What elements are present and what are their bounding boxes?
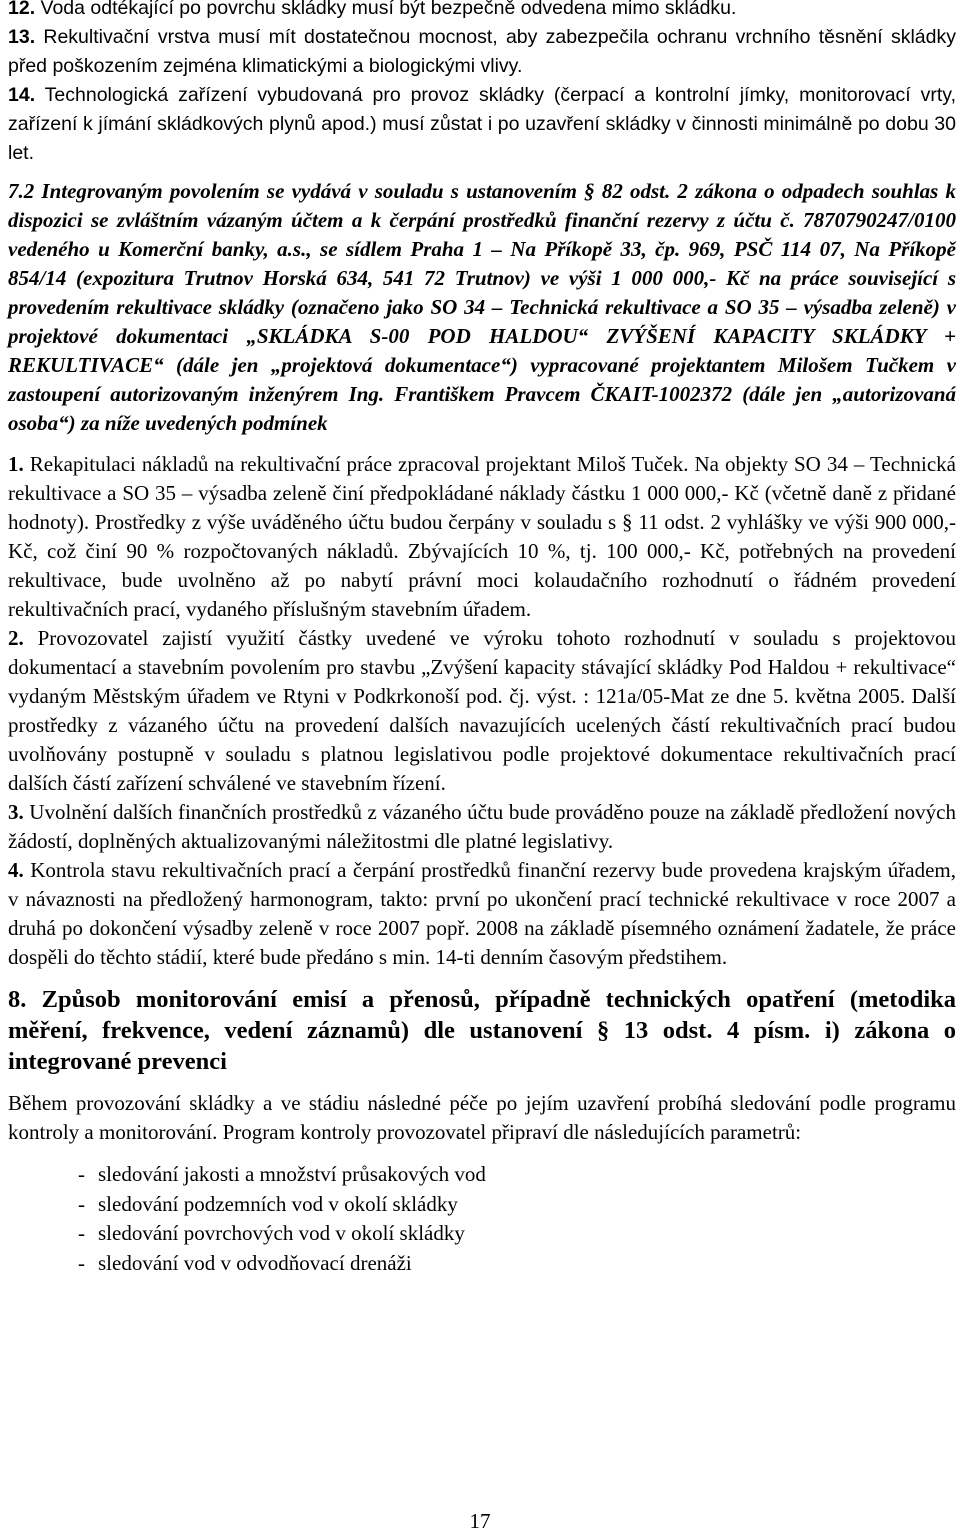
top-items — [8, 0, 956, 168]
list-item: - sledování jakosti a množství průsakových vod — [78, 1162, 486, 1186]
condition-4: 4. Kontrola stavu rekultivačních prací a čerpání prostředků finanční rezervy bude provedena krajským úřadem, v návaznosti na předložený harmonogram, takto: první po ukončení prací technické rekultivace v roce 2007 a druhá po dokončení výsadby zeleně v roce 2007 popř. 2008 na základě písemného oznámení žadatele, že práce dospěli do těchto stádií, které bude předáno s min. 14-ti denním časovým předstihem. — [8, 858, 956, 969]
item-14: 14. Technologická zařízení vybudovaná pro provoz skládky (čerpací a kontrolní jímky, monitorovací vrty, zařízení k jímání skládkových plynů apod.) musí zůstat i po uzavření skládky v činnosti minimálně po dobu 30 let. — [8, 84, 956, 164]
condition-2: 2. Provozovatel zajistí využití částky uvedené ve výroku tohoto rozhodnutí v souladu s projektovou dokumentací a stavebním povolením pro stavbu „Zvýšení kapacity stávající skládky Pod Haldou + rekultivace“ vydaným Městským úřadem ve Rtyni v Podkrkonoší pod. čj. výst. : 121a/05-Mat ze dne 5. května 2005. Další prostředky z vázaného účtu na provedení dalších navazujících ucelených částí rekultivačních prací budou uvolňovány postupně v souladu s platnou legislativou podle projektové dokumentace rekultivačních prací dalších částí zařízení schválené ve stavebním řízení. — [8, 626, 956, 795]
list-item: - sledování vod v odvodňovací drenáži — [78, 1250, 412, 1275]
condition-1: 1. Rekapitulaci nákladů na rekultivační práce zpracoval projektant Miloš Tuček. Na objekty SO 34 – Technická rekultivace a SO 35 – výsadba zeleně činí předpokládané náklady částku 1 000 000,- Kč (včetně daně z přidané hodnoty). Prostředky z výše uváděného účtu budou čerpány v souladu s § 11 odst. 2 vyhlášky ve výši 900 000,- Kč, což činí 90 % rozpočtovaných nákladů. Zbývajících 10 %, tj. 100 000,- Kč, potřebných na provedení rekultivace, bude uvolněno až po nabytí právní moci kolaudačního rozhodnutí o řádném provedení rekultivačních prací, vydaného příslušným stavebním úřadem. — [8, 452, 956, 621]
monitoring-list — [8, 1160, 956, 1278]
list-item: - sledování povrchových vod v okolí skládky — [78, 1221, 465, 1245]
section-8-heading: 8. Způsob monitorování emisí a přenosů, případně technických opatření (metodika měření, frekvence, vedení záznamů) dle ustanovení § 13 odst. 4 písm. i) zákona o integrované prevenci — [8, 986, 956, 1075]
item-12: 12. Voda odtékající po povrchu skládky musí být bezpečně odvedena mimo skládku. — [8, 0, 737, 19]
item-13: 13. Rekultivační vrstva musí mít dostatečnou mocnost, aby zabezpečila ochranu vrchního těsnění skládky před poškozením zejména klimatickými a biologickými vlivy. — [8, 26, 956, 77]
document-page — [8, 0, 956, 1278]
section-8-intro: Během provozování skládky a ve stádiu následné péče po jejím uzavření probíhá sledování podle programu kontroly a monitorování. Program kontroly provozovatel připraví dle následujících parametrů: — [8, 1091, 956, 1144]
list-item: - sledování podzemních vod v okolí skládky — [78, 1191, 458, 1216]
page-number: 17 — [469, 1509, 491, 1533]
conditions-list — [8, 450, 956, 972]
condition-3: 3. Uvolnění dalších finančních prostředků z vázaného účtu bude prováděno pouze na základě předložení nových žádostí, doplněných aktualizovanými náležitostmi dle platné legislativy. — [8, 800, 956, 853]
section-7-2-paragraph: 7.2 Integrovaným povolením se vydává v souladu s ustanovením § 82 odst. 2 zákona o odpadech souhlas k dispozici se zvláštním vázaným účtem a k čerpání prostředků finanční rezervy z účtu č. 7870790247/0100 vedeného u Komerční banky, a.s., se sídlem Praha 1 – Na Příkopě 33, čp. 969, PSČ 114 07, Na Příkopě 854/14 (expozitura Trutnov Horská 634, 541 72 Trutnov) ve výši 1 000 000,- Kč na práce související s provedením rekultivace skládky (označeno jako SO 34 – Technická rekultivace a SO 35 – výsadba zeleně) v projektové dokumentaci „SKLÁDKA S-00 POD HALDOU“ ZVÝŠENÍ KAPACITY SKLÁDKY + REKULTIVACE“ (dále jen „projektová dokumentace“) vypracované projektantem Milošem Tučkem v zastoupení autorizovaným inženýrem Ing. Františkem Pravcem ČKAIT-1002372 (dále jen „autorizovaná osoba“) za níže uvedených podmínek — [8, 179, 956, 435]
